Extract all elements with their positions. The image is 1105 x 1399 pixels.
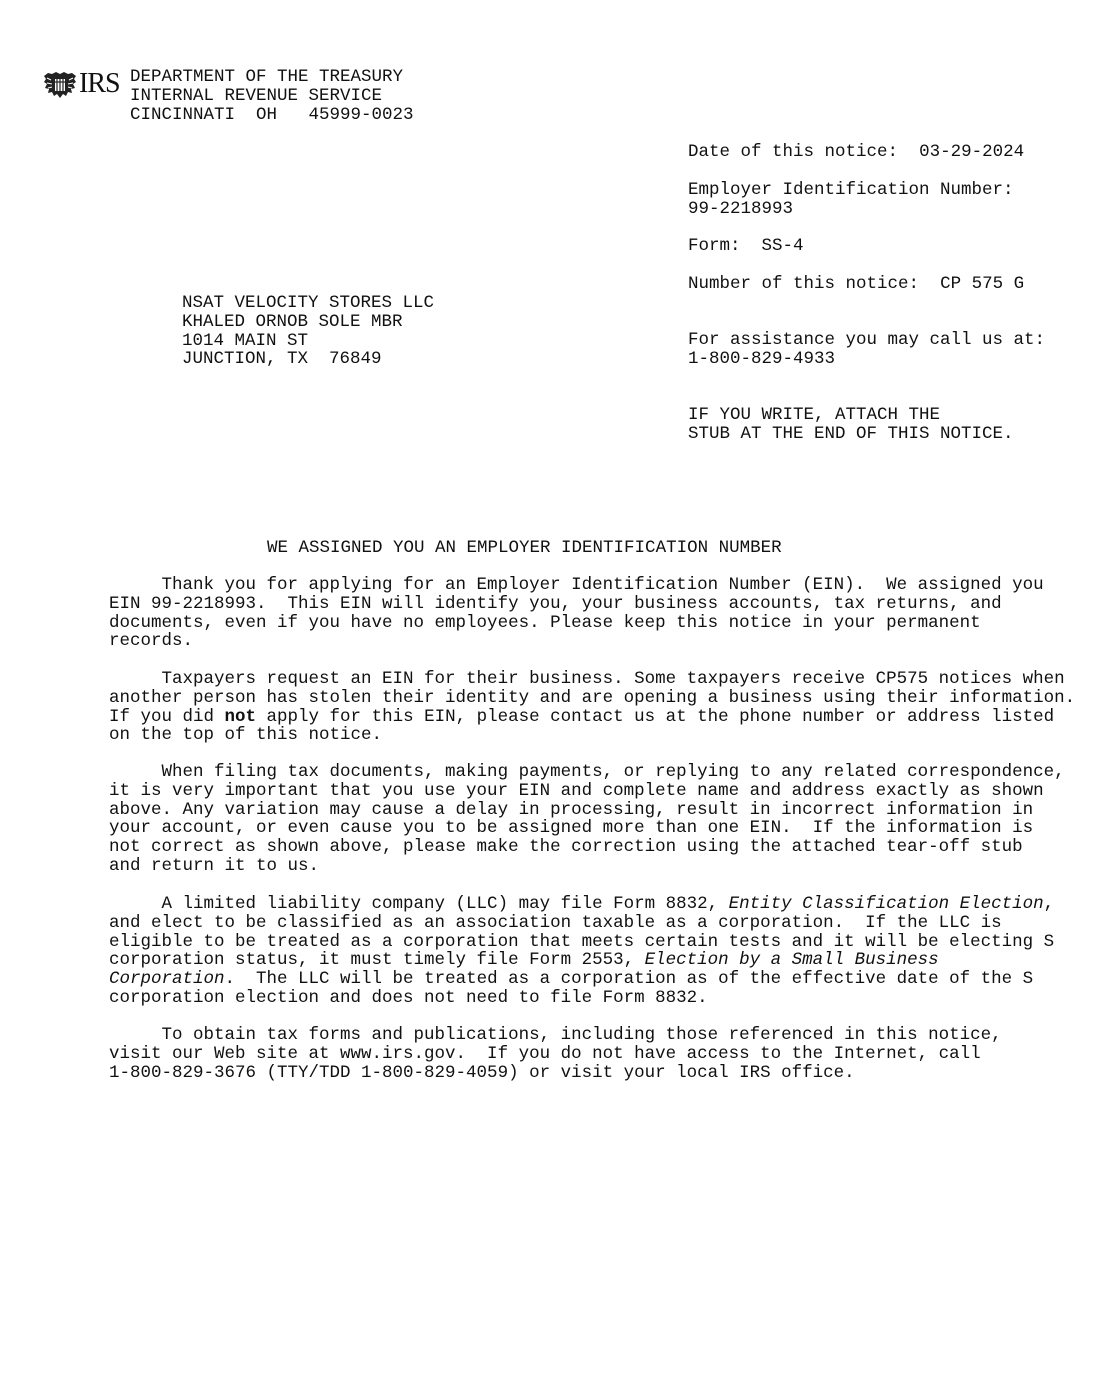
paragraph-line: eligible to be treated as a corporation that meets certain tests and it will be electing S [109,931,1055,952]
paragraph-line: documents, even if you have no employees. Please keep this notice in your permanent [109,612,981,633]
paragraph-line: and elect to be classified as an association taxable as a corporation. If the LLC is [109,912,1002,933]
irs-eagle-emblem-icon [42,70,78,100]
paragraph-line: When filing tax documents, making payments, or replying to any related correspondence, [109,762,1065,782]
paragraph-filing-instructions [109,763,1089,876]
form-value: SS-4 [761,236,804,256]
paragraph-llc-election [109,895,1089,1008]
text-segment: , [1043,894,1055,914]
paragraph-line: visit our Web site at www.irs.gov. If you do not have access to the Internet, call [109,1043,981,1064]
text-segment: corporation status, it must timely file Form 2553, [109,950,645,971]
paragraph-line: and return it to us. [109,855,320,876]
notice-number-value: CP 575 G [940,274,1025,294]
write-line: IF YOU WRITE, ATTACH THE [688,405,941,425]
agency-line: CINCINNATI OH 45999-0023 [130,104,414,125]
notice-date-value: 03-29-2024 [919,142,1025,162]
ein-label: Employer Identification Number: [688,180,1014,200]
assistance-block [688,331,1045,369]
paragraph-line: not correct as shown above, please make the correction using the attached tear-off stub [109,837,1023,858]
form-label: Form: [688,236,741,256]
paragraph-line: Thank you for applying for an Employer Identification Number (EIN). We assigned you [109,575,1044,595]
paragraph-line: your account, or even cause you to be assigned more than one EIN. If the information is [109,818,1034,839]
paragraph-line: To obtain tax forms and publications, including those referenced in this notice, [109,1025,1002,1045]
paragraph-line: Taxpayers request an EIN for their business. Some taxpayers receive CP575 notices when [109,669,1065,689]
paragraph-line: corporation election and does not need to file Form 8832. [109,987,708,1008]
agency-address [130,68,414,124]
recipient-line: KHALED ORNOB SOLE MBR [182,311,403,332]
assistance-phone: 1-800-829-4933 [688,348,836,369]
notice-heading: WE ASSIGNED YOU AN EMPLOYER IDENTIFICATION NUMBER [267,538,782,558]
recipient-address [182,294,434,369]
paragraph-line [109,708,1089,727]
recipient-line: JUNCTION, TX 76849 [182,349,382,370]
paragraph-line: it is very important that you use your EIN and complete name and address exactly as shown [109,780,1044,801]
assistance-label: For assistance you may call us at: [688,330,1046,350]
ein-value: 99-2218993 [688,198,794,219]
form-title-2553-cont: Corporation [109,969,225,990]
irs-logo [42,70,128,100]
notice-number-line [688,275,1024,294]
paragraph-tax-forms [109,1026,1089,1082]
notice-date-line [688,143,1024,162]
form-line [688,237,804,256]
notice-number-label: Number of this notice: [688,274,920,294]
paragraph-line: 1-800-829-3676 (TTY/TDD 1-800-829-4059) or visit your local IRS office. [109,1062,855,1083]
form-title-8832: Entity Classification Election [728,894,1044,914]
paragraph-line: another person has stolen their identity and are opening a business using their information. [109,687,1076,708]
emphasis-not: not [224,706,257,727]
paragraph-line: EIN 99-2218993. This EIN will identify you, your business accounts, tax returns, and [109,593,1002,614]
text-segment: apply for this EIN, please contact us at the phone number or address listed [256,706,1055,727]
paragraph-ein-assigned [109,576,1089,651]
agency-line: INTERNAL REVENUE SERVICE [130,85,383,106]
paragraph-line: above. Any variation may cause a delay in processing, result in incorrect information in [109,799,1034,820]
recipient-line: NSAT VELOCITY STORES LLC [182,293,435,313]
paragraph-line: records. [109,631,194,652]
paragraph-line [109,951,1089,970]
paragraph-line: on the top of this notice. [109,725,383,746]
text-segment: A limited liability company (LLC) may file Form 8832, [109,894,729,914]
agency-line: DEPARTMENT OF THE TREASURY [130,67,404,87]
notice-date-label: Date of this notice: [688,142,899,162]
text-segment: If you did [109,706,225,727]
form-title-2553: Election by a Small Business [644,950,939,971]
irs-logo-text: IRS [79,68,120,99]
text-segment: . The LLC will be treated as a corporation as of the effective date of the S [224,969,1034,990]
ein-block [688,181,1014,219]
paragraph-line [109,895,1089,914]
write-line: STUB AT THE END OF THIS NOTICE. [688,423,1014,444]
recipient-line: 1014 MAIN ST [182,330,309,351]
paragraph-line [109,970,1089,989]
write-instructions [688,406,1014,444]
paragraph-identity-theft [109,670,1089,745]
